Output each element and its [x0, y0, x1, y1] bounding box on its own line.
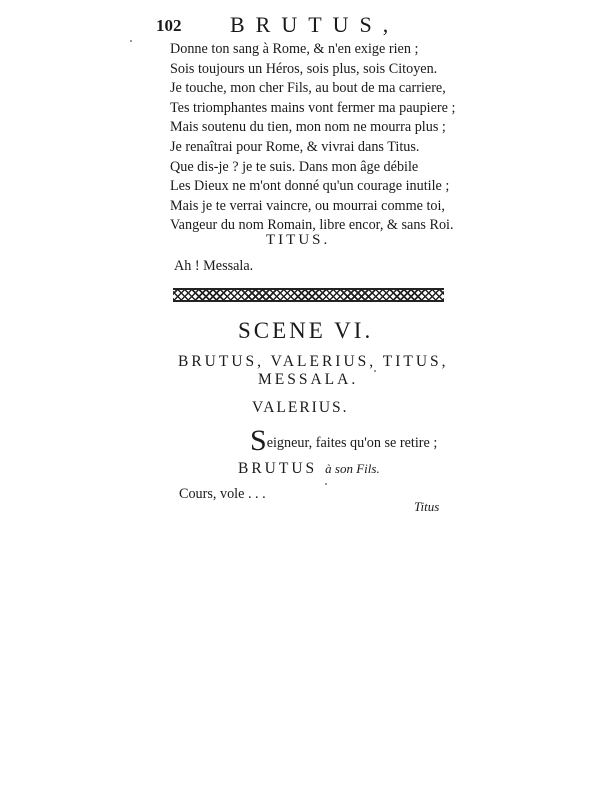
paper-speck [374, 370, 376, 372]
verse-line: Je renaîtrai pour Rome, & vivrai dans Titus. [170, 138, 420, 155]
verse-line: Que dis-je ? je te suis. Dans mon âge débile [170, 158, 419, 175]
speaker-titus: TITUS. [266, 232, 331, 248]
page-header [156, 12, 456, 42]
catchword: Titus [414, 499, 440, 514]
paper-speck [130, 40, 132, 42]
speaker-name: BRUTUS [238, 460, 318, 477]
dialogue-text: eigneur, faites qu'on se retire ; [266, 435, 438, 451]
stage-direction: à son Fils. [325, 461, 380, 476]
dialogue-line: Cours, vole . . . [179, 486, 266, 502]
dialogue-line [250, 424, 437, 458]
drop-cap: S [250, 424, 267, 457]
verse-block [170, 40, 470, 236]
scene-characters: BRUTUS, VALERIUS, TITUS, [178, 353, 449, 370]
running-title: BRUTUS, [230, 12, 400, 37]
speaker-valerius: VALERIUS. [252, 399, 349, 416]
paper-speck [325, 483, 327, 485]
verse-line: Je touche, mon cher Fils, au bout de ma carriere, [170, 80, 446, 97]
page-number: 102 [156, 16, 182, 35]
dialogue-line: Ah ! Messala. [174, 258, 254, 274]
speaker-brutus [238, 460, 380, 478]
scene-title: SCENE VI. [238, 318, 374, 343]
ornamental-divider [173, 288, 444, 302]
verse-line: Mais je te verrai vaincre, ou mourrai comme toi, [170, 197, 445, 214]
scene-characters: MESSALA. [258, 371, 359, 388]
verse-line: Donne ton sang à Rome, & n'en exige rien ; [170, 41, 419, 57]
verse-line: Mais soutenu du tien, mon nom ne mourra plus ; [170, 119, 446, 136]
verse-line: Sois toujours un Héros, sois plus, sois Citoyen. [170, 60, 438, 77]
verse-line: Les Dieux ne m'ont donné qu'un courage inutile ; [170, 178, 450, 195]
verse-line: Tes triomphantes mains vont fermer ma paupiere ; [170, 99, 456, 116]
verse-line: Vangeur du nom Romain, libre encor, & sans Roi. [170, 217, 454, 234]
